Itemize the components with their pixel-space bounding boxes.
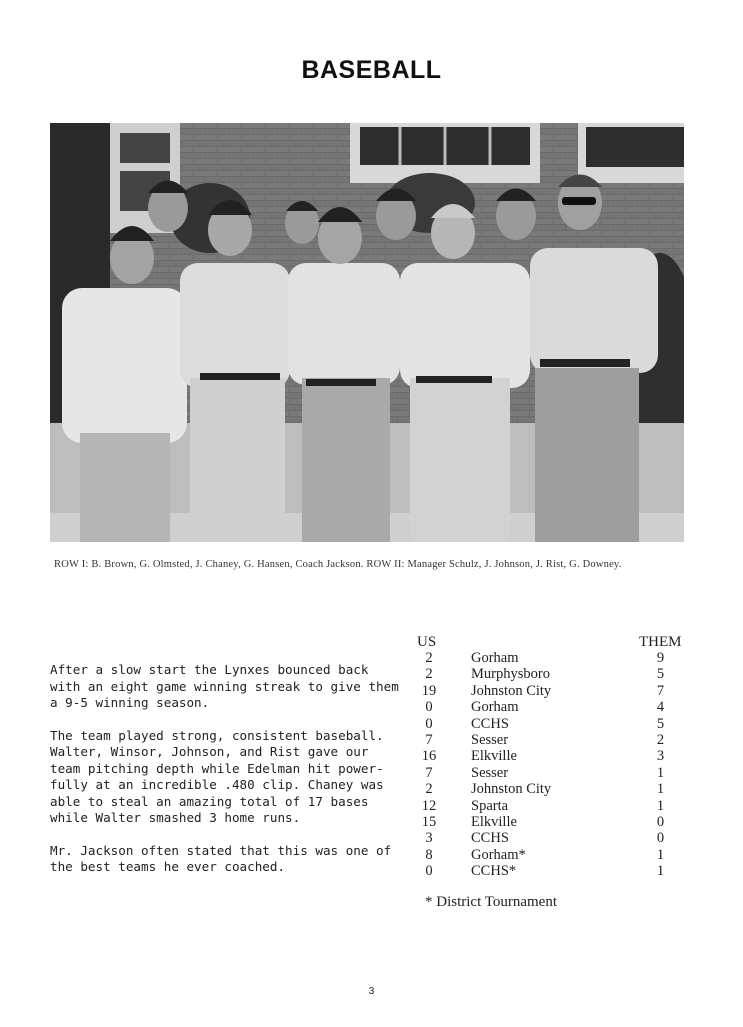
opponent-name: Sesser [471, 731, 509, 748]
us-score: 15 [421, 813, 437, 830]
schedule-row [400, 847, 700, 863]
us-score: 2 [425, 666, 433, 683]
them-score: 0 [656, 830, 665, 847]
them-score: 3 [656, 748, 665, 765]
us-score: 12 [421, 797, 437, 814]
them-score: 1 [656, 797, 665, 814]
opponent-name: Gorham [471, 699, 519, 716]
them-score: 2 [656, 731, 665, 748]
us-score: 7 [425, 731, 433, 748]
them-score: 1 [656, 781, 665, 798]
them-score: 0 [656, 813, 665, 830]
schedule-row [400, 814, 700, 830]
them-score: 7 [656, 682, 665, 699]
team-photo-illustration [50, 123, 684, 542]
them-score: 1 [656, 764, 665, 781]
opponent-name: Johnston City [471, 682, 552, 699]
opponent-name: Elkville [471, 813, 517, 830]
paragraph-1: After a slow start the Lynxes bounced back with an eight game winning streak to give them a 9-5 winning season. [50, 662, 399, 710]
photo-caption: ROW I: B. Brown, G. Olmsted, J. Chaney, G. Hansen, Coach Jackson. ROW II: Manager Schulz, J. Johnson, J. Rist, G. Downey. [54, 559, 622, 570]
opponent-name: Murphysboro [471, 666, 550, 683]
them-score: 1 [656, 846, 665, 863]
us-score: 0 [425, 699, 433, 716]
us-header: US [417, 634, 437, 650]
opponent-name: Gorham [471, 650, 519, 666]
them-score: 5 [656, 666, 665, 683]
article-body [50, 662, 400, 892]
team-photo [50, 123, 684, 542]
them-score: 1 [656, 863, 665, 880]
schedule-row [400, 699, 700, 715]
opponent-name: CCHS* [471, 863, 517, 880]
opponent-name: CCHS [471, 830, 509, 847]
schedule-row [400, 650, 700, 666]
opponent-name: Johnston City [471, 781, 552, 798]
paragraph-3: Mr. Jackson often stated that this was one of the best teams he ever coached. [50, 842, 392, 874]
paragraph-2: The team played strong, consistent baseball. Walter, Winsor, Johnson, and Rist gave our team pitching depth while Edelman hit power-fully at an incredible .480 clip. Chaney was able to steal an amazing total of 17 bases while Walter smashed 3 home runs. [50, 727, 384, 825]
schedule-row [400, 765, 700, 781]
page-number: 3 [368, 986, 375, 997]
opponent-name: Gorham* [471, 846, 526, 863]
schedule-row [400, 781, 700, 797]
opponent-name: Sesser [471, 764, 509, 781]
schedule-row [400, 716, 700, 732]
opponent-name: CCHS [471, 715, 509, 732]
us-score: 0 [425, 863, 433, 880]
schedule-row [400, 798, 700, 814]
schedule-row [400, 748, 700, 764]
schedule-row [400, 863, 700, 879]
them-score: 4 [656, 699, 665, 716]
opponent-name: Sparta [471, 797, 509, 814]
us-score: 8 [425, 846, 433, 863]
schedule-row [400, 683, 700, 699]
schedule-row [400, 830, 700, 846]
them-score: 5 [656, 715, 665, 732]
page-title: BASEBALL [301, 56, 442, 84]
them-score: 9 [656, 650, 665, 666]
tournament-footnote: * District Tournament [425, 894, 557, 910]
us-score: 7 [425, 764, 433, 781]
schedule-row [400, 732, 700, 748]
them-header: THEM [639, 634, 682, 650]
opponent-name: Elkville [471, 748, 517, 765]
us-score: 0 [425, 715, 433, 732]
us-score: 3 [425, 830, 433, 847]
schedule-row [400, 666, 700, 682]
schedule-table [400, 650, 700, 879]
us-score: 2 [425, 781, 433, 798]
us-score: 19 [421, 682, 437, 699]
us-score: 16 [421, 748, 437, 765]
us-score: 2 [425, 650, 433, 666]
